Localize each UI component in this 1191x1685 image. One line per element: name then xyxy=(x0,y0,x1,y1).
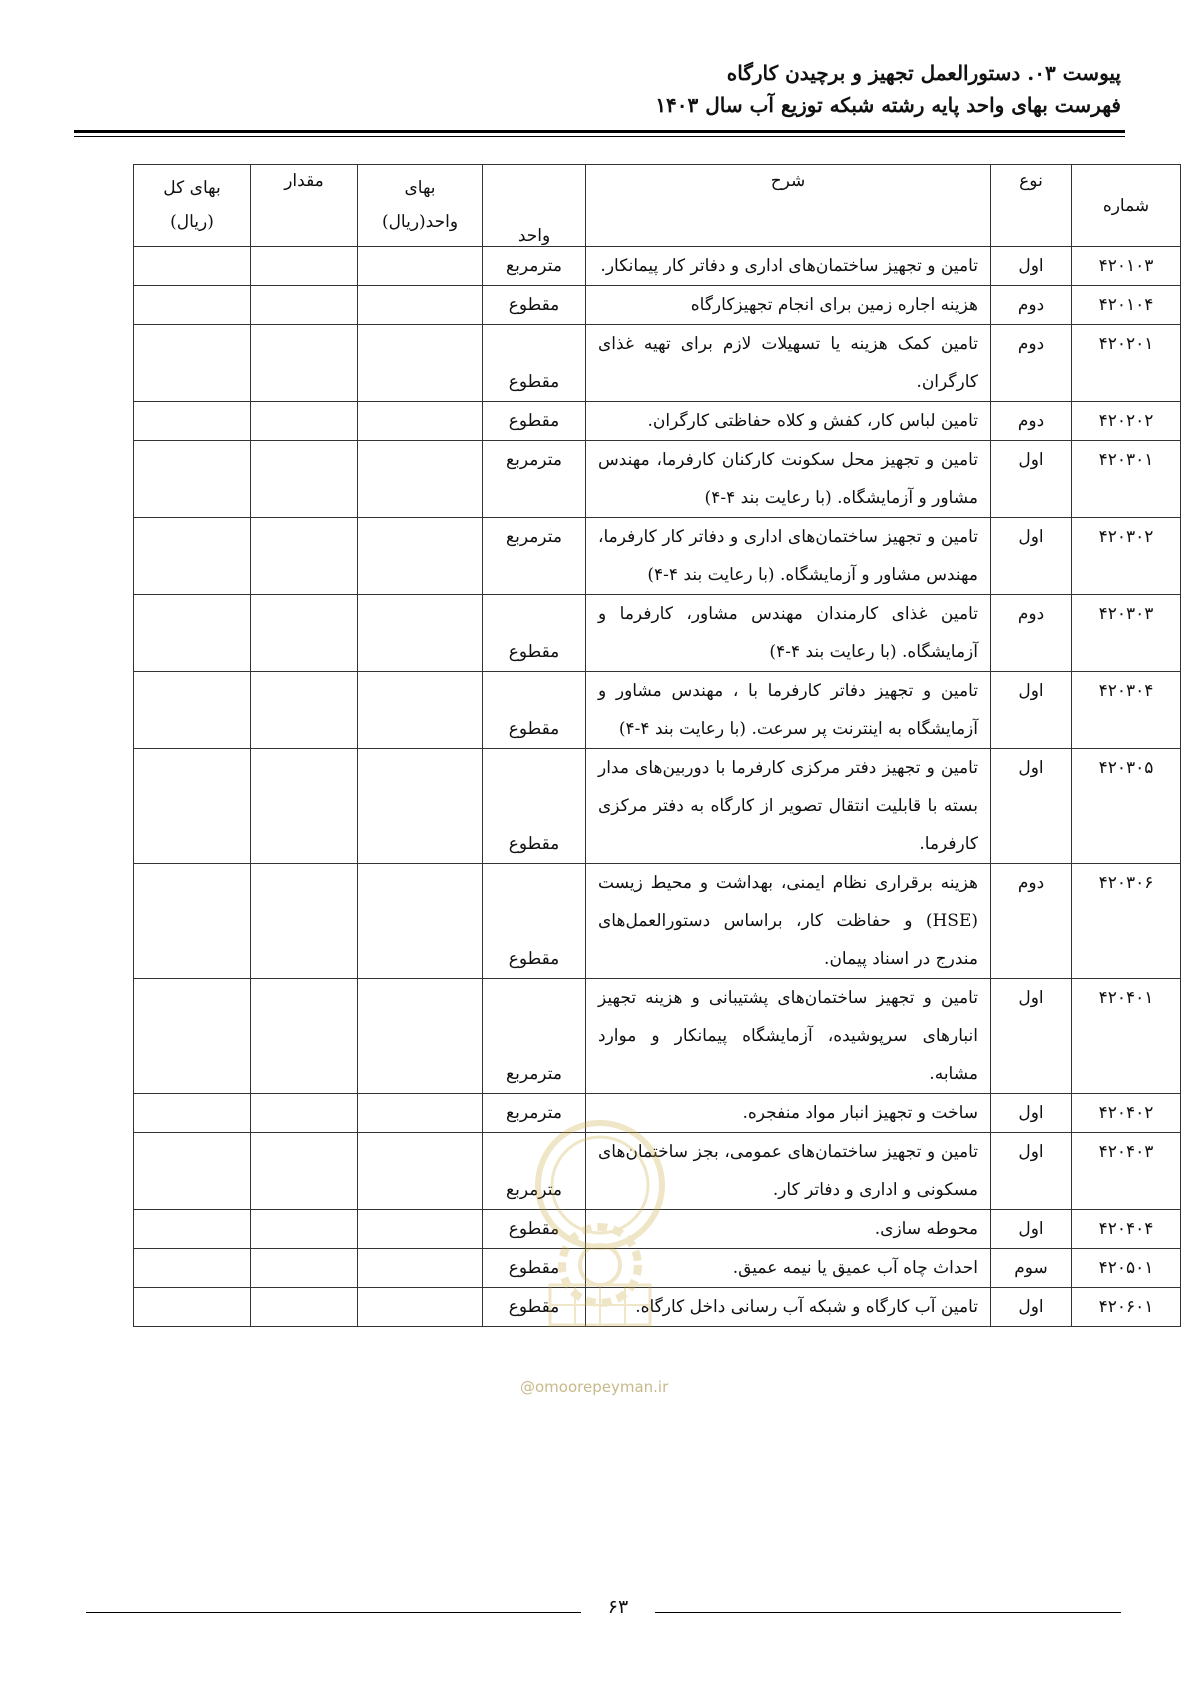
table-row xyxy=(134,247,1181,286)
page-header xyxy=(76,58,1121,120)
row-unit: مقطوع xyxy=(483,595,586,672)
row-total-price xyxy=(134,749,251,864)
row-description: محوطه سازی. xyxy=(586,1210,991,1249)
row-total-price xyxy=(134,1210,251,1249)
row-type: دوم xyxy=(991,325,1072,402)
row-unit-price xyxy=(358,672,483,749)
col-header-type: نوع xyxy=(991,165,1072,247)
row-number: ۴۲۰۳۰۴ xyxy=(1072,672,1181,749)
table-row xyxy=(134,979,1181,1094)
row-quantity xyxy=(251,247,358,286)
row-unit: مترمربع xyxy=(483,247,586,286)
row-quantity xyxy=(251,672,358,749)
row-total-price xyxy=(134,402,251,441)
table-row xyxy=(134,325,1181,402)
col-header-description: شرح xyxy=(586,165,991,247)
row-quantity xyxy=(251,1133,358,1210)
row-description: تامین آب کارگاه و شبکه آب رسانی داخل کارگاه. xyxy=(586,1288,991,1327)
table-row xyxy=(134,402,1181,441)
table-row xyxy=(134,441,1181,518)
row-type: اول xyxy=(991,672,1072,749)
col-header-number-label: شماره xyxy=(1102,195,1150,216)
col-header-number xyxy=(1072,165,1181,247)
row-unit-price xyxy=(358,979,483,1094)
row-total-price xyxy=(134,325,251,402)
row-number: ۴۲۰۱۰۳ xyxy=(1072,247,1181,286)
row-quantity xyxy=(251,864,358,979)
row-unit: مقطوع xyxy=(483,286,586,325)
row-type: اول xyxy=(991,749,1072,864)
header-title: پیوست ۰۳. دستورالعمل تجهیز و برچیدن کارگاه xyxy=(726,61,1121,85)
footer-rule-right xyxy=(655,1612,1121,1613)
row-unit: مترمربع xyxy=(483,979,586,1094)
row-description: احداث چاه آب عمیق یا نیمه عمیق. xyxy=(586,1249,991,1288)
row-unit: مقطوع xyxy=(483,402,586,441)
col-header-unit-price xyxy=(358,165,483,247)
row-unit-price xyxy=(358,1094,483,1133)
row-type: اول xyxy=(991,1133,1072,1210)
col-header-quantity: مقدار xyxy=(251,165,358,247)
row-total-price xyxy=(134,979,251,1094)
row-type: اول xyxy=(991,979,1072,1094)
row-description: هزینه اجاره زمین برای انجام تجهیزکارگاه xyxy=(586,286,991,325)
row-total-price xyxy=(134,1094,251,1133)
table-row xyxy=(134,595,1181,672)
table-header-row xyxy=(134,165,1181,247)
row-quantity xyxy=(251,595,358,672)
row-unit-price xyxy=(358,1133,483,1210)
row-quantity xyxy=(251,1210,358,1249)
row-total-price xyxy=(134,1288,251,1327)
row-quantity xyxy=(251,518,358,595)
row-description: تامین و تجهیز ساختمان‌های پشتیبانی و هزینه تجهیز انبارهای سرپوشیده، آزمایشگاه پیمانکار و موارد مشابه. xyxy=(586,979,991,1094)
row-total-price xyxy=(134,1249,251,1288)
row-total-price xyxy=(134,518,251,595)
page-number: ۶۳ xyxy=(607,1596,629,1618)
row-type: اول xyxy=(991,518,1072,595)
row-number: ۴۲۰۳۰۱ xyxy=(1072,441,1181,518)
row-type: اول xyxy=(991,247,1072,286)
row-total-price xyxy=(134,864,251,979)
row-description: تامین و تجهیز دفاتر کارفرما با ، مهندس مشاور و آزمایشگاه به اینترنت پر سرعت. (با رعایت بند ۴-۴) xyxy=(586,672,991,749)
row-type: دوم xyxy=(991,402,1072,441)
row-total-price xyxy=(134,286,251,325)
row-quantity xyxy=(251,286,358,325)
row-description: تامین غذای کارمندان مهندس مشاور، کارفرما و آزمایشگاه. (با رعایت بند ۴-۴) xyxy=(586,595,991,672)
row-number: ۴۲۰۵۰۱ xyxy=(1072,1249,1181,1288)
row-unit: مقطوع xyxy=(483,1210,586,1249)
row-unit-price xyxy=(358,749,483,864)
row-description: تامین کمک هزینه یا تسهیلات لازم برای تهیه غذای کارگران. xyxy=(586,325,991,402)
row-number: ۴۲۰۳۰۵ xyxy=(1072,749,1181,864)
row-unit: مترمربع xyxy=(483,1094,586,1133)
row-unit-price xyxy=(358,864,483,979)
row-type: دوم xyxy=(991,595,1072,672)
row-type: اول xyxy=(991,1288,1072,1327)
table-row xyxy=(134,286,1181,325)
row-unit-price xyxy=(358,286,483,325)
row-unit-price xyxy=(358,1288,483,1327)
header-rule-thick xyxy=(74,130,1125,133)
col-header-unit-price-label: بهای واحد(ریال) xyxy=(381,178,459,232)
row-unit: مقطوع xyxy=(483,325,586,402)
watermark-text: @omoorepeyman.ir xyxy=(520,1378,669,1396)
col-header-unit: واحد xyxy=(483,165,586,247)
row-quantity xyxy=(251,1288,358,1327)
row-unit: مترمربع xyxy=(483,441,586,518)
row-total-price xyxy=(134,247,251,286)
row-unit: مترمربع xyxy=(483,1133,586,1210)
table-row xyxy=(134,672,1181,749)
row-total-price xyxy=(134,1133,251,1210)
row-unit: مقطوع xyxy=(483,1249,586,1288)
row-number: ۴۲۰۶۰۱ xyxy=(1072,1288,1181,1327)
row-quantity xyxy=(251,441,358,518)
row-description: تامین و تجهیز ساختمان‌های اداری و دفاتر کار پیمانکار. xyxy=(586,247,991,286)
row-type: اول xyxy=(991,1210,1072,1249)
table-row xyxy=(134,864,1181,979)
row-number: ۴۲۰۳۰۲ xyxy=(1072,518,1181,595)
row-description: تامین و تجهیز ساختمان‌های عمومی، بجز ساختمان‌های مسکونی و اداری و دفاتر کار. xyxy=(586,1133,991,1210)
row-description: تامین و تجهیز دفتر مرکزی کارفرما با دوربین‌های مدار بسته با قابلیت انتقال تصویر از کارگاه به دفتر مرکزی کارفرما. xyxy=(586,749,991,864)
row-number: ۴۲۰۴۰۳ xyxy=(1072,1133,1181,1210)
row-quantity xyxy=(251,1094,358,1133)
row-type: اول xyxy=(991,1094,1072,1133)
row-unit-price xyxy=(358,247,483,286)
row-unit-price xyxy=(358,595,483,672)
row-number: ۴۲۰۱۰۴ xyxy=(1072,286,1181,325)
row-number: ۴۲۰۲۰۲ xyxy=(1072,402,1181,441)
col-header-total-price xyxy=(134,165,251,247)
row-type: دوم xyxy=(991,864,1072,979)
table-row xyxy=(134,518,1181,595)
row-number: ۴۲۰۳۰۶ xyxy=(1072,864,1181,979)
footer-rule-left xyxy=(86,1612,581,1613)
row-description: تامین لباس کار، کفش و کلاه حفاظتی کارگران. xyxy=(586,402,991,441)
row-number: ۴۲۰۴۰۴ xyxy=(1072,1210,1181,1249)
row-unit-price xyxy=(358,402,483,441)
row-unit: مقطوع xyxy=(483,864,586,979)
row-type: دوم xyxy=(991,286,1072,325)
row-total-price xyxy=(134,672,251,749)
row-unit-price xyxy=(358,441,483,518)
row-description: تامین و تجهیز ساختمان‌های اداری و دفاتر کار کارفرما، مهندس مشاور و آزمایشگاه. (با رعایت بند ۴-۴) xyxy=(586,518,991,595)
row-unit-price xyxy=(358,518,483,595)
row-number: ۴۲۰۴۰۱ xyxy=(1072,979,1181,1094)
row-total-price xyxy=(134,441,251,518)
row-unit-price xyxy=(358,1210,483,1249)
row-unit: مترمربع xyxy=(483,518,586,595)
row-unit: مقطوع xyxy=(483,749,586,864)
row-unit-price xyxy=(358,325,483,402)
row-type: سوم xyxy=(991,1249,1072,1288)
row-description: هزینه برقراری نظام ایمنی، بهداشت و محیط زیست (HSE) و حفاظت کار، براساس دستورالعمل‌های مندرج در اسناد پیمان. xyxy=(586,864,991,979)
row-description: ساخت و تجهیز انبار مواد منفجره. xyxy=(586,1094,991,1133)
row-quantity xyxy=(251,325,358,402)
table-row xyxy=(134,749,1181,864)
row-quantity xyxy=(251,749,358,864)
watermark-logo xyxy=(520,1115,680,1335)
row-quantity xyxy=(251,1249,358,1288)
header-rule-thin xyxy=(74,136,1125,137)
header-subtitle: فهرست بهای واحد پایه رشته شبکه توزیع آب سال ۱۴۰۳ xyxy=(655,93,1121,117)
row-description: تامین و تجهیز محل سکونت کارکنان کارفرما، مهندس مشاور و آزمایشگاه. (با رعایت بند ۴-۴) xyxy=(586,441,991,518)
row-quantity xyxy=(251,402,358,441)
col-header-total-price-label: بهای کل (ریال) xyxy=(163,178,221,232)
row-unit-price xyxy=(358,1249,483,1288)
row-number: ۴۲۰۴۰۲ xyxy=(1072,1094,1181,1133)
row-quantity xyxy=(251,979,358,1094)
row-unit: مقطوع xyxy=(483,1288,586,1327)
row-type: اول xyxy=(991,441,1072,518)
row-number: ۴۲۰۲۰۱ xyxy=(1072,325,1181,402)
row-total-price xyxy=(134,595,251,672)
row-unit: مقطوع xyxy=(483,672,586,749)
row-number: ۴۲۰۳۰۳ xyxy=(1072,595,1181,672)
